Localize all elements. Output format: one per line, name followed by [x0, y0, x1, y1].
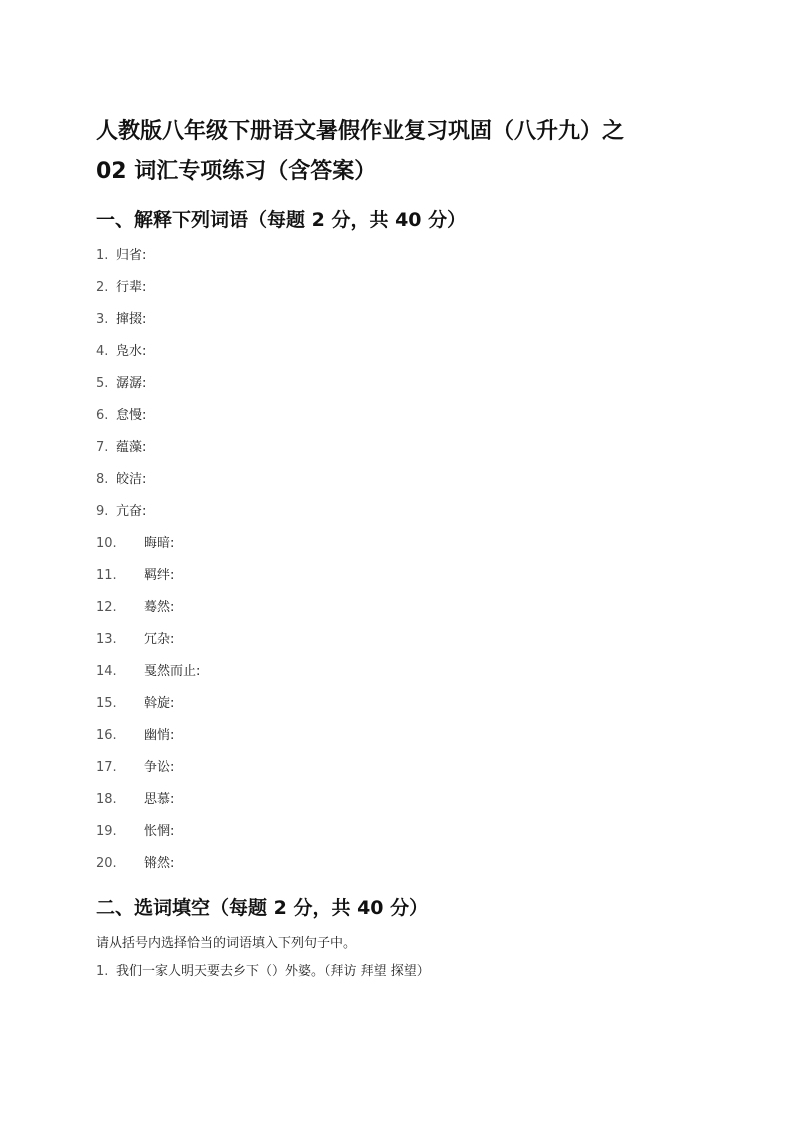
- item-term: 晦暗:: [144, 536, 175, 551]
- item-term: 凫水:: [116, 344, 147, 359]
- list-item: [96, 962, 698, 982]
- item-number: 19.: [96, 824, 117, 839]
- list-item: [96, 790, 698, 822]
- item-term: 思慕:: [144, 792, 175, 807]
- item-term: 怠慢:: [116, 408, 147, 423]
- list-item: [96, 598, 698, 630]
- item-number: 1.: [96, 964, 109, 979]
- item-number: 10.: [96, 536, 117, 551]
- item-term: 怅惘:: [144, 824, 175, 839]
- item-number: 11.: [96, 568, 117, 583]
- list-item: [96, 374, 698, 406]
- item-term: 戛然而止:: [144, 664, 201, 679]
- list-item: [96, 694, 698, 726]
- item-number: 18.: [96, 792, 117, 807]
- item-term: 斡旋:: [144, 696, 175, 711]
- section-1-heading: 一、解释下列词语（每题 2 分，共 40 分）: [96, 209, 467, 231]
- item-number: 9.: [96, 504, 109, 519]
- section-2-heading: 二、选词填空（每题 2 分，共 40 分）: [96, 897, 429, 919]
- list-item: [96, 406, 698, 438]
- list-item: [96, 662, 698, 694]
- title-line-1: 人教版八年级下册语文暑假作业复习巩固（八升九）之: [96, 119, 625, 144]
- item-term: 锵然:: [144, 856, 175, 871]
- list-item: [96, 726, 698, 758]
- list-item: [96, 854, 698, 886]
- item-term: 蕴藻:: [116, 440, 147, 455]
- list-item: [96, 438, 698, 470]
- item-number: 1.: [96, 248, 109, 263]
- item-term: 皎洁:: [116, 472, 147, 487]
- list-item: [96, 758, 698, 790]
- list-item: [96, 278, 698, 310]
- item-term: 潺潺:: [116, 376, 147, 391]
- item-term: 归省:: [116, 248, 147, 263]
- item-number: 17.: [96, 760, 117, 775]
- list-item: [96, 470, 698, 502]
- item-number: 4.: [96, 344, 109, 359]
- list-item: [96, 246, 698, 278]
- item-term: 幽悄:: [144, 728, 175, 743]
- title-line-2: 02 词汇专项练习（含答案）: [96, 159, 377, 184]
- section-1-list: [96, 246, 698, 886]
- item-number: 15.: [96, 696, 117, 711]
- list-item: [96, 310, 698, 342]
- item-number: 7.: [96, 440, 109, 455]
- list-item: [96, 502, 698, 534]
- item-term: 争讼:: [144, 760, 175, 775]
- item-term: 羁绊:: [144, 568, 175, 583]
- item-term: 冗杂:: [144, 632, 175, 647]
- list-item: [96, 630, 698, 662]
- item-term: 撺掇:: [116, 312, 147, 327]
- item-number: 14.: [96, 664, 117, 679]
- item-number: 12.: [96, 600, 117, 615]
- list-item: [96, 566, 698, 598]
- item-number: 16.: [96, 728, 117, 743]
- list-item: [96, 534, 698, 566]
- list-item: [96, 342, 698, 374]
- item-number: 3.: [96, 312, 109, 327]
- item-term: 亢奋:: [116, 504, 147, 519]
- item-number: 20.: [96, 856, 117, 871]
- item-term: 蓦然:: [144, 600, 175, 615]
- list-item: [96, 822, 698, 854]
- item-number: 2.: [96, 280, 109, 295]
- section-2-instruction: 请从括号内选择恰当的词语填入下列句子中。: [96, 936, 357, 951]
- item-number: 8.: [96, 472, 109, 487]
- item-number: 5.: [96, 376, 109, 391]
- item-term: 行辈:: [116, 280, 147, 295]
- document-title: [96, 112, 698, 192]
- item-number: 6.: [96, 408, 109, 423]
- item-question: 我们一家人明天要去乡下（）外婆。（拜访 拜望 探望）: [116, 964, 430, 979]
- item-number: 13.: [96, 632, 117, 647]
